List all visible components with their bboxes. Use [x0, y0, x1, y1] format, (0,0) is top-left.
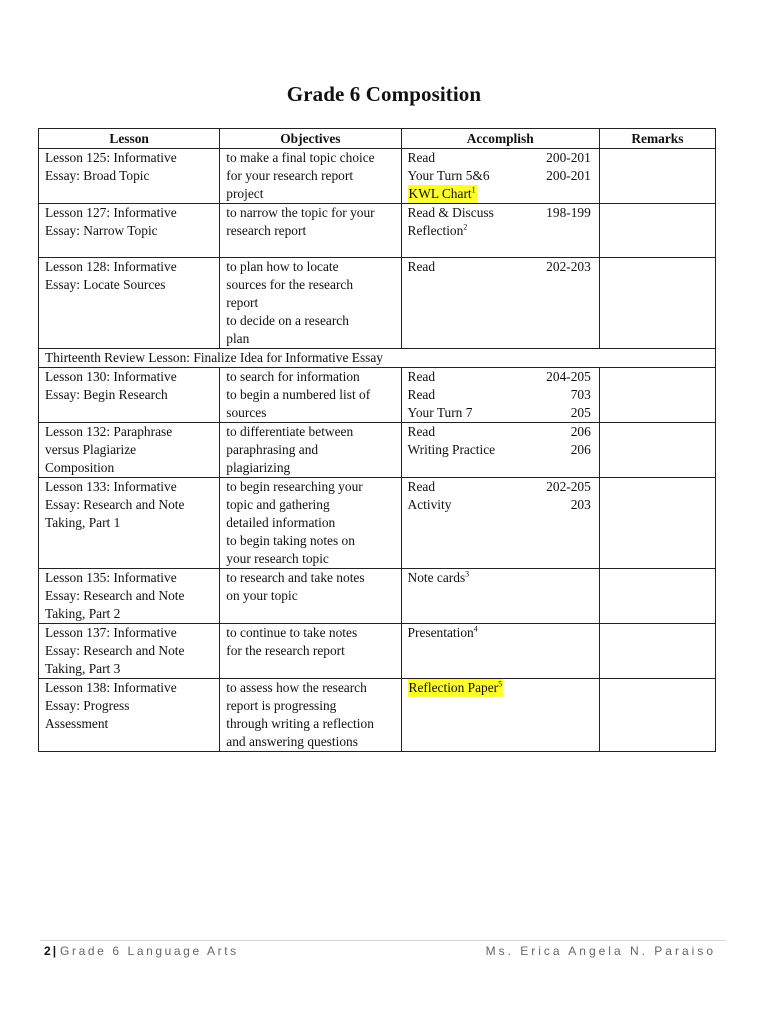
objectives-cell: to begin researching your topic and gathering detailed information to begin taking notes on your research topic — [220, 478, 401, 569]
accomplish-item — [408, 441, 593, 459]
remarks-cell — [599, 624, 715, 679]
footnote-marker: 1 — [471, 185, 476, 195]
accomplish-item-label — [408, 185, 477, 203]
accomplish-cell — [401, 368, 599, 423]
table-row — [39, 149, 716, 204]
accomplish-item-label — [408, 404, 473, 422]
accomplish-item-pages: 198-199 — [546, 205, 591, 220]
accomplish-item-text: Read — [407, 259, 436, 274]
accomplish-item-pages: 205 — [570, 405, 591, 420]
accomplish-item-text: Read — [407, 387, 436, 402]
accomplish-item — [408, 386, 593, 404]
header-accomplish: Accomplish — [401, 129, 599, 149]
lesson-plan-table — [38, 128, 716, 752]
accomplish-item — [408, 258, 593, 276]
accomplish-item-text: Reflection Paper — [408, 680, 499, 695]
accomplish-item-pages: 206 — [570, 442, 591, 457]
accomplish-item — [408, 569, 593, 587]
footer-divider — [40, 940, 726, 941]
review-lesson-cell: Thirteenth Review Lesson: Finalize Idea for Informative Essay — [39, 349, 716, 368]
accomplish-cell — [401, 149, 599, 204]
footer-separator: | — [52, 944, 57, 958]
accomplish-item-label — [408, 204, 494, 222]
lesson-cell: Lesson 128: Informative Essay: Locate Sources — [39, 258, 220, 349]
remarks-cell — [599, 478, 715, 569]
accomplish-cell — [401, 258, 599, 349]
accomplish-item — [408, 478, 593, 496]
accomplish-item-text: Your Turn 5&6 — [407, 168, 490, 183]
accomplish-item-text: Read & Discuss — [407, 205, 494, 220]
accomplish-item-pages: 200-201 — [546, 150, 591, 165]
footer-author: Ms. Erica Angela N. Paraiso — [485, 944, 716, 958]
accomplish-item-label — [408, 149, 436, 167]
remarks-cell — [599, 204, 715, 258]
accomplish-item — [408, 368, 593, 386]
accomplish-item-pages: 202-203 — [546, 259, 591, 274]
objectives-cell: to make a final topic choice for your research report project — [220, 149, 401, 204]
accomplish-item — [408, 185, 593, 203]
footer-left — [44, 944, 239, 958]
accomplish-item-text: Note cards — [407, 570, 466, 585]
objectives-cell: to research and take notes on your topic — [220, 569, 401, 624]
table-row — [39, 624, 716, 679]
accomplish-cell — [401, 569, 599, 624]
page-footer — [44, 944, 716, 960]
lesson-cell: Lesson 127: Informative Essay: Narrow Topic — [39, 204, 220, 258]
objectives-cell: to assess how the research report is progressing through writing a reflection and answering questions — [220, 679, 401, 752]
accomplish-item-pages: 203 — [570, 497, 591, 512]
remarks-cell — [599, 368, 715, 423]
table-row — [39, 204, 716, 258]
lesson-cell: Lesson 125: Informative Essay: Broad Topic — [39, 149, 220, 204]
footnote-marker: 3 — [465, 569, 470, 579]
accomplish-item-text: Your Turn 7 — [407, 405, 473, 420]
accomplish-item — [408, 167, 593, 185]
accomplish-cell — [401, 204, 599, 258]
footnote-marker: 5 — [498, 679, 503, 689]
accomplish-item-label — [408, 386, 436, 404]
accomplish-item-text: Writing Practice — [407, 442, 496, 457]
accomplish-item — [408, 423, 593, 441]
objectives-cell: to plan how to locate sources for the research report to decide on a research plan — [220, 258, 401, 349]
remarks-cell — [599, 149, 715, 204]
lesson-cell: Lesson 133: Informative Essay: Research and Note Taking, Part 1 — [39, 478, 220, 569]
page-title: Grade 6 Composition — [286, 82, 482, 106]
accomplish-item — [408, 149, 593, 167]
accomplish-item-label — [408, 569, 470, 587]
accomplish-item — [408, 222, 593, 240]
accomplish-cell — [401, 478, 599, 569]
accomplish-item-text: Read — [407, 150, 436, 165]
review-row — [39, 349, 716, 368]
accomplish-item — [408, 496, 593, 514]
accomplish-item-text: Presentation — [407, 625, 474, 640]
header-objectives: Objectives — [220, 129, 401, 149]
accomplish-item-label — [408, 222, 468, 240]
table-row — [39, 478, 716, 569]
remarks-cell — [599, 569, 715, 624]
accomplish-item-pages: 206 — [570, 424, 591, 439]
table-row — [39, 423, 716, 478]
accomplish-item-pages: 204-205 — [546, 369, 591, 384]
accomplish-item-label — [408, 423, 436, 441]
accomplish-item-label — [408, 496, 452, 514]
table-header-row — [39, 129, 716, 149]
remarks-cell — [599, 258, 715, 349]
accomplish-cell — [401, 624, 599, 679]
accomplish-item-label — [408, 441, 496, 459]
footnote-marker: 4 — [473, 624, 478, 634]
accomplish-item — [408, 404, 593, 422]
accomplish-item-text: Read — [407, 479, 436, 494]
accomplish-item-label — [408, 368, 436, 386]
lesson-cell: Lesson 130: Informative Essay: Begin Research — [39, 368, 220, 423]
lesson-cell: Lesson 132: Paraphrase versus Plagiarize Composition — [39, 423, 220, 478]
accomplish-item-label — [408, 679, 504, 697]
accomplish-item-label — [408, 478, 436, 496]
accomplish-item-text: Activity — [407, 497, 452, 512]
objectives-cell: to search for information to begin a numbered list of sources — [220, 368, 401, 423]
objectives-cell: to differentiate between paraphrasing and plagiarizing — [220, 423, 401, 478]
table-body — [39, 149, 716, 752]
accomplish-item-text: Read — [407, 369, 436, 384]
remarks-cell — [599, 423, 715, 478]
table-row — [39, 368, 716, 423]
accomplish-cell — [401, 679, 599, 752]
lesson-cell: Lesson 138: Informative Essay: Progress Assessment — [39, 679, 220, 752]
table-row — [39, 679, 716, 752]
header-lesson: Lesson — [39, 129, 220, 149]
remarks-cell — [599, 679, 715, 752]
accomplish-item-pages: 200-201 — [546, 168, 591, 183]
accomplish-item-pages: 703 — [570, 387, 591, 402]
footer-course: Grade 6 Language Arts — [60, 944, 239, 958]
objectives-cell: to continue to take notes for the research report — [220, 624, 401, 679]
objectives-cell: to narrow the topic for your research report — [220, 204, 401, 258]
accomplish-item — [408, 204, 593, 222]
accomplish-item-text: Reflection — [407, 223, 464, 238]
accomplish-item-pages: 202-205 — [546, 479, 591, 494]
accomplish-item-text: KWL Chart — [408, 186, 472, 201]
accomplish-item — [408, 624, 593, 642]
header-remarks: Remarks — [599, 129, 715, 149]
table-row — [39, 258, 716, 349]
accomplish-item-text: Read — [407, 424, 436, 439]
accomplish-item-label — [408, 258, 436, 276]
accomplish-item-label — [408, 624, 478, 642]
table-row — [39, 569, 716, 624]
accomplish-item — [408, 679, 593, 697]
page-number: 2 — [44, 944, 51, 958]
accomplish-cell — [401, 423, 599, 478]
lesson-cell: Lesson 137: Informative Essay: Research and Note Taking, Part 3 — [39, 624, 220, 679]
lesson-cell: Lesson 135: Informative Essay: Research and Note Taking, Part 2 — [39, 569, 220, 624]
footnote-marker: 2 — [463, 222, 468, 232]
accomplish-item-label — [408, 167, 490, 185]
